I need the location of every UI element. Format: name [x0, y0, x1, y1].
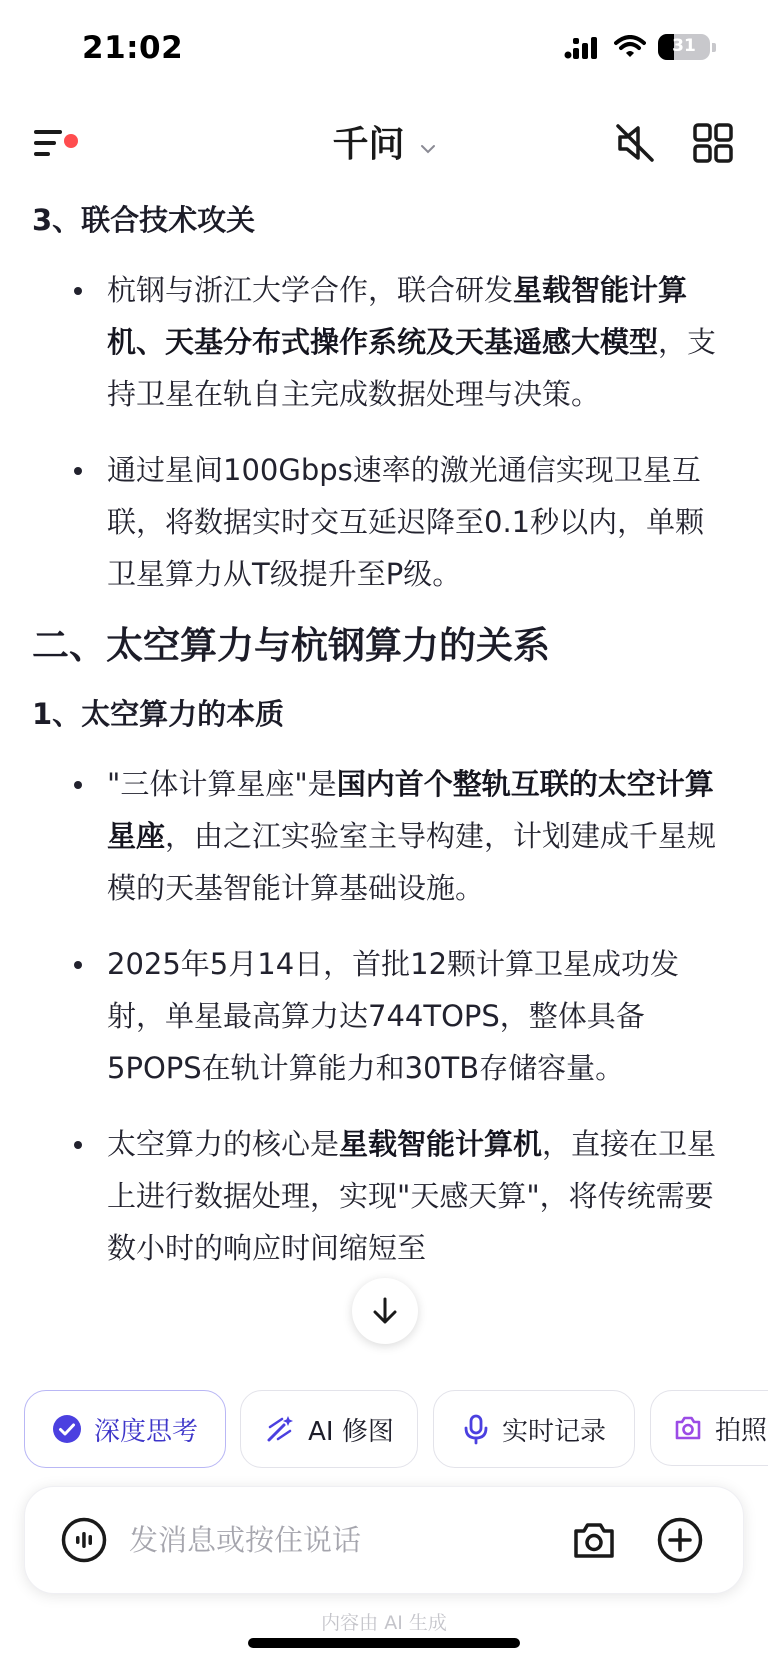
list-item: [32, 444, 732, 600]
item-text: ，支持卫星在轨自主完成数据处理与决策。: [107, 325, 717, 411]
list-item: [32, 1118, 732, 1274]
wifi-icon: [614, 35, 646, 59]
section-heading: 3、联合技术攻关: [32, 203, 256, 237]
camera-button[interactable]: [571, 1517, 617, 1563]
battery-tip: [712, 43, 716, 52]
item-text: ，由之江实验室主导构建，计划建成千星规模的天基智能计算基础设施。: [107, 819, 717, 905]
voice-wave-icon: [61, 1517, 107, 1563]
check-circle-icon: [52, 1414, 82, 1444]
ai-disclaimer: 内容由 AI 生成: [321, 1612, 447, 1634]
add-button[interactable]: [657, 1517, 703, 1563]
chip-ai-retouch[interactable]: [240, 1390, 418, 1468]
bullet-dot: [74, 287, 82, 295]
grid-icon: [688, 118, 738, 168]
cellular-signal-icon: [564, 35, 602, 59]
list-item: [32, 758, 732, 914]
battery-indicator: [658, 34, 710, 60]
item-bold-text: 星载智能计算机: [339, 1127, 543, 1161]
chip-label: AI 修图: [308, 1416, 394, 1447]
chip-label: 实时记录: [501, 1416, 606, 1447]
voice-input-button[interactable]: [61, 1517, 107, 1563]
chevron-down-icon: [420, 144, 436, 154]
bullet-list: [32, 758, 732, 1274]
chip-label: 深度思考: [93, 1416, 198, 1447]
message-input-placeholder[interactable]: 发消息或按住说话: [129, 1523, 362, 1557]
item-text: "三体计算星座"是: [107, 767, 337, 801]
item-bold-text: 国内首个整轨互联的太空计算星座: [107, 767, 714, 853]
feature-chips: [0, 1390, 768, 1470]
speaker-muted-icon: [610, 118, 660, 168]
list-item: [32, 938, 732, 1094]
camera-icon: [673, 1413, 703, 1443]
message-input-bar[interactable]: [24, 1486, 744, 1594]
bullet-dot: [74, 1141, 82, 1149]
status-icons: [564, 34, 716, 60]
nav-title: 千问: [332, 124, 405, 165]
apps-button[interactable]: [688, 118, 738, 168]
arrow-down-icon: [371, 1296, 399, 1326]
magic-wand-icon: [264, 1413, 296, 1445]
item-bold-text: 星载智能计算机、天基分布式操作系统及天基遥感大模型: [107, 273, 688, 359]
plus-circle-icon: [657, 1517, 703, 1563]
chip-label: 拍照: [715, 1415, 768, 1446]
nav-bar: [0, 100, 768, 184]
subsection-heading: 1、太空算力的本质: [32, 697, 285, 731]
item-text: 太空算力的核心是: [107, 1127, 340, 1161]
section-title: 二、太空算力与杭钢算力的关系: [32, 624, 550, 667]
item-text: ，直接在卫星上进行数据处理，实现"天感天算"，将传统需要数小时的响应时间缩短至: [107, 1127, 717, 1265]
home-indicator[interactable]: [248, 1638, 520, 1648]
chat-content[interactable]: [32, 186, 732, 1376]
bullet-dot: [74, 781, 82, 789]
bullet-dot: [74, 961, 82, 969]
scroll-to-bottom-button[interactable]: [352, 1278, 418, 1344]
chip-live-record[interactable]: [433, 1390, 635, 1468]
item-text: 通过星间100Gbps速率的激光通信实现卫星互联，将数据实时交互延迟降至0.1秒以内，单颗卫星算力从T级提升至P级。: [107, 453, 705, 591]
chip-photo[interactable]: [650, 1390, 768, 1466]
status-bar: [0, 0, 768, 100]
mute-button[interactable]: [610, 118, 660, 168]
item-text: 杭钢与浙江大学合作，联合研发: [107, 273, 514, 307]
microphone-icon: [462, 1413, 490, 1445]
bullet-dot: [74, 467, 82, 475]
camera-icon: [571, 1517, 617, 1563]
item-text: 2025年5月14日，首批12颗计算卫星成功发射，单星最高算力达744TOPS，整体具备5POPS在轨计算能力和30TB存储容量。: [107, 947, 680, 1085]
chip-deep-thinking[interactable]: [24, 1390, 226, 1468]
status-time: 21:02: [82, 30, 184, 66]
battery-level: 31: [672, 36, 696, 56]
list-item: [32, 264, 732, 420]
bullet-list: [32, 264, 732, 600]
